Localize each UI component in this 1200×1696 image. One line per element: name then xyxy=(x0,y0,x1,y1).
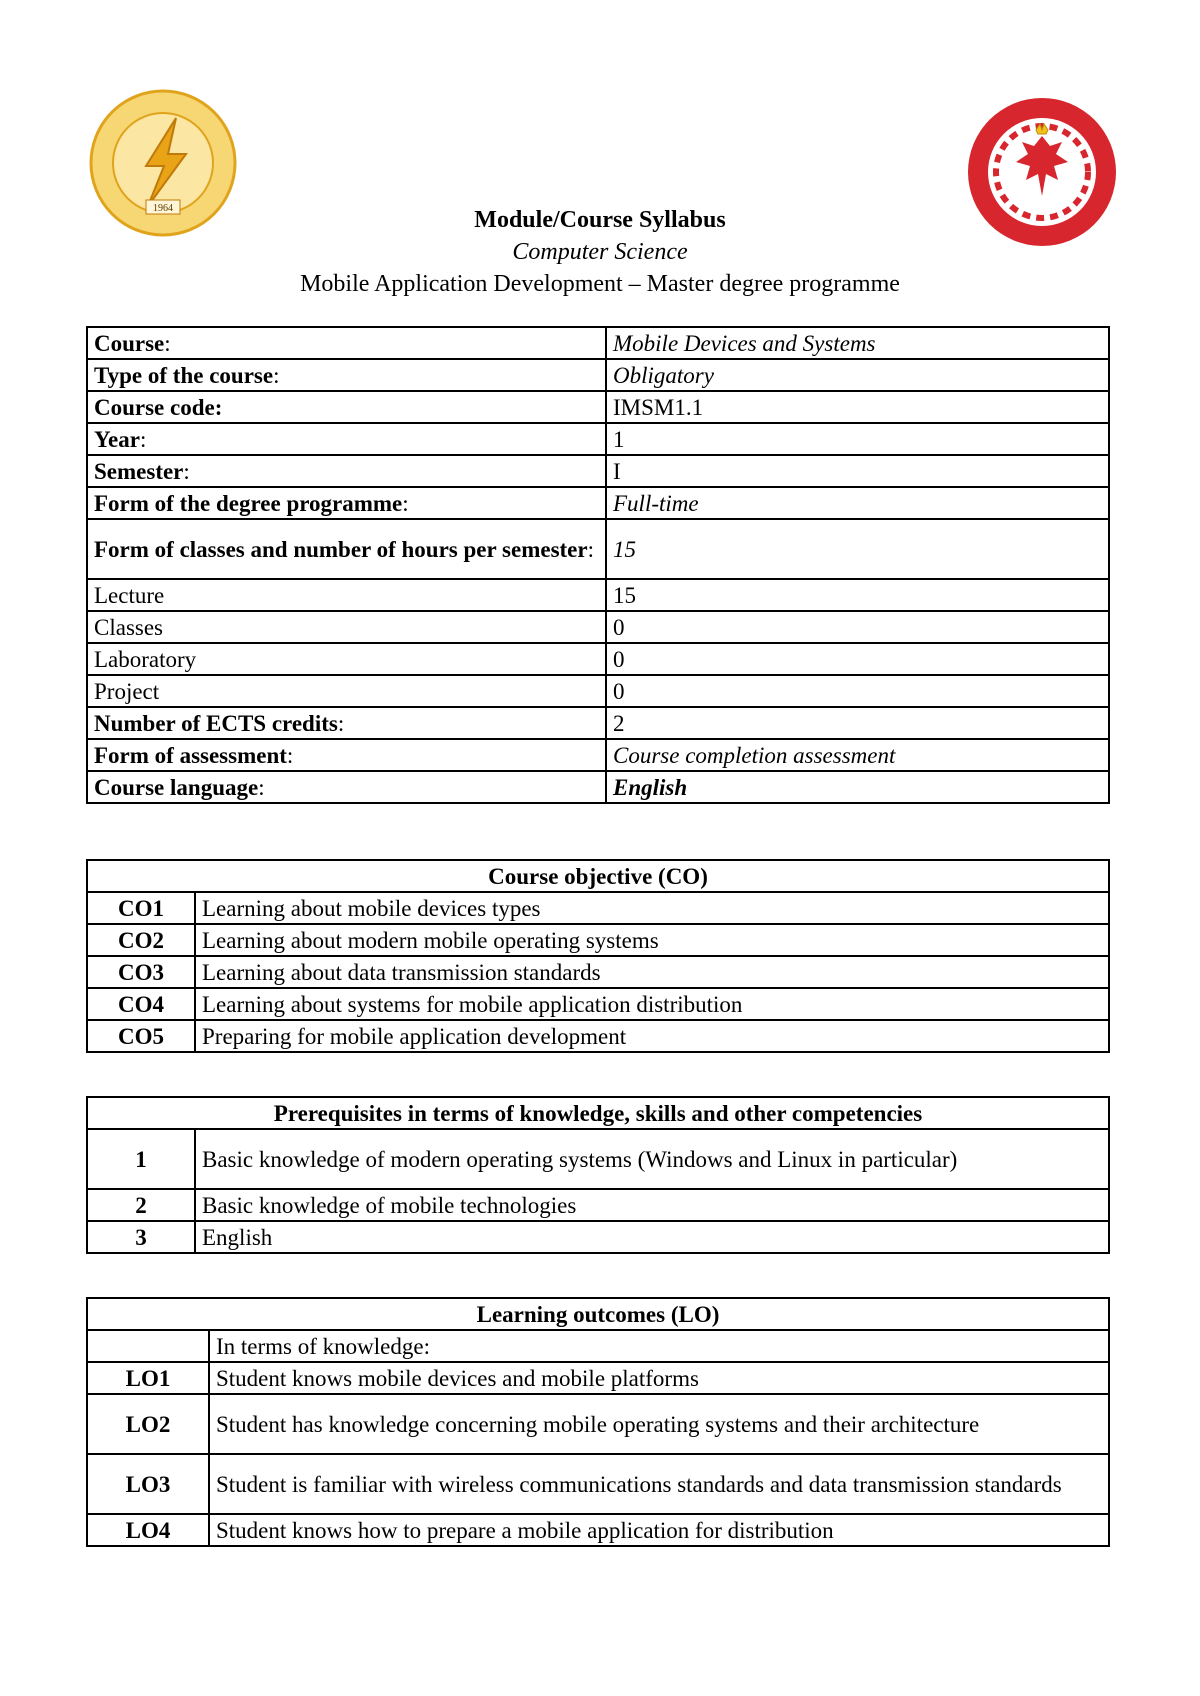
prerequisite-id: 2 xyxy=(87,1189,195,1221)
table-row xyxy=(87,1189,1109,1221)
info-value: 15 xyxy=(606,579,1109,611)
objective-text: Learning about systems for mobile application distribution xyxy=(195,988,1109,1020)
info-value: 0 xyxy=(606,643,1109,675)
table-row xyxy=(87,519,1109,579)
info-label: Lecture xyxy=(87,579,606,611)
prerequisite-text: Basic knowledge of mobile technologies xyxy=(195,1189,1109,1221)
info-label: Form of classes and number of hours per semester: xyxy=(87,519,606,579)
info-label: Number of ECTS credits: xyxy=(87,707,606,739)
outcomes-subheading: In terms of knowledge: xyxy=(209,1330,1109,1362)
objective-id: CO3 xyxy=(87,956,195,988)
info-label: Laboratory xyxy=(87,643,606,675)
course-info-table xyxy=(86,326,1110,804)
table-row xyxy=(87,643,1109,675)
info-label: Year: xyxy=(87,423,606,455)
table-row xyxy=(87,1129,1109,1189)
table-header-row xyxy=(87,1298,1109,1330)
outcome-text: Student knows mobile devices and mobile platforms xyxy=(209,1362,1109,1394)
objective-text: Learning about data transmission standards xyxy=(195,956,1109,988)
logo-year: 1964 xyxy=(153,203,173,214)
table-row xyxy=(87,988,1109,1020)
info-value: English xyxy=(606,771,1109,803)
info-label: Course code: xyxy=(87,391,606,423)
objective-text: Preparing for mobile application development xyxy=(195,1020,1109,1052)
table-row xyxy=(87,675,1109,707)
table-row xyxy=(87,1514,1109,1546)
outcomes-heading: Learning outcomes (LO) xyxy=(87,1298,1109,1330)
outcome-id: LO1 xyxy=(87,1362,209,1394)
table-row xyxy=(87,1362,1109,1394)
table-row xyxy=(87,1020,1109,1052)
info-label: Course language: xyxy=(87,771,606,803)
outcome-id: LO2 xyxy=(87,1394,209,1454)
table-row xyxy=(87,359,1109,391)
outcome-text: Student knows how to prepare a mobile application for distribution xyxy=(209,1514,1109,1546)
table-row xyxy=(87,1330,1109,1362)
table-row xyxy=(87,707,1109,739)
table-row xyxy=(87,1454,1109,1514)
prerequisites-table xyxy=(86,1096,1110,1254)
prerequisite-id: 3 xyxy=(87,1221,195,1253)
outcome-id: LO4 xyxy=(87,1514,209,1546)
table-row xyxy=(87,892,1109,924)
table-row xyxy=(87,739,1109,771)
document-header xyxy=(0,204,1200,300)
table-row xyxy=(87,391,1109,423)
prerequisite-id: 1 xyxy=(87,1129,195,1189)
info-value: IMSM1.1 xyxy=(606,391,1109,423)
objective-id: CO1 xyxy=(87,892,195,924)
outcome-id-empty xyxy=(87,1330,209,1362)
info-label: Classes xyxy=(87,611,606,643)
info-label: Type of the course: xyxy=(87,359,606,391)
course-objectives-table xyxy=(86,859,1110,1053)
info-value: 0 xyxy=(606,675,1109,707)
info-label: Semester: xyxy=(87,455,606,487)
table-row xyxy=(87,579,1109,611)
table-row xyxy=(87,1394,1109,1454)
info-value: Full-time xyxy=(606,487,1109,519)
table-row xyxy=(87,771,1109,803)
prerequisite-text: English xyxy=(195,1221,1109,1253)
info-value: 2 xyxy=(606,707,1109,739)
field-of-study: Computer Science xyxy=(512,239,688,265)
outcome-text: Student is familiar with wireless communications standards and data transmission standards xyxy=(209,1454,1109,1514)
table-header-row xyxy=(87,1097,1109,1129)
programme-name: Mobile Application Development – Master degree programme xyxy=(300,271,900,297)
table-row xyxy=(87,924,1109,956)
table-row xyxy=(87,423,1109,455)
objective-id: CO5 xyxy=(87,1020,195,1052)
table-row xyxy=(87,455,1109,487)
info-value: Obligatory xyxy=(606,359,1109,391)
table-row xyxy=(87,956,1109,988)
table-header-row xyxy=(87,860,1109,892)
objective-text: Learning about mobile devices types xyxy=(195,892,1109,924)
info-label: Course: xyxy=(87,327,606,359)
objective-text: Learning about modern mobile operating systems xyxy=(195,924,1109,956)
table-row xyxy=(87,327,1109,359)
objective-id: CO4 xyxy=(87,988,195,1020)
outcome-text: Student has knowledge concerning mobile operating systems and their architecture xyxy=(209,1394,1109,1454)
info-value: I xyxy=(606,455,1109,487)
info-label: Form of assessment: xyxy=(87,739,606,771)
info-value: 0 xyxy=(606,611,1109,643)
table-row xyxy=(87,1221,1109,1253)
learning-outcomes-table xyxy=(86,1297,1110,1547)
objectives-heading: Course objective (CO) xyxy=(87,860,1109,892)
document-title: Module/Course Syllabus xyxy=(474,207,726,233)
info-value: Course completion assessment xyxy=(606,739,1109,771)
info-value: Mobile Devices and Systems xyxy=(606,327,1109,359)
prerequisites-heading: Prerequisites in terms of knowledge, skills and other competencies xyxy=(87,1097,1109,1129)
table-row xyxy=(87,487,1109,519)
info-value: 1 xyxy=(606,423,1109,455)
info-value: 15 xyxy=(606,519,1109,579)
objective-id: CO2 xyxy=(87,924,195,956)
table-row xyxy=(87,611,1109,643)
info-label: Form of the degree programme: xyxy=(87,487,606,519)
info-label: Project xyxy=(87,675,606,707)
prerequisite-text: Basic knowledge of modern operating systems (Windows and Linux in particular) xyxy=(195,1129,1109,1189)
outcome-id: LO3 xyxy=(87,1454,209,1514)
